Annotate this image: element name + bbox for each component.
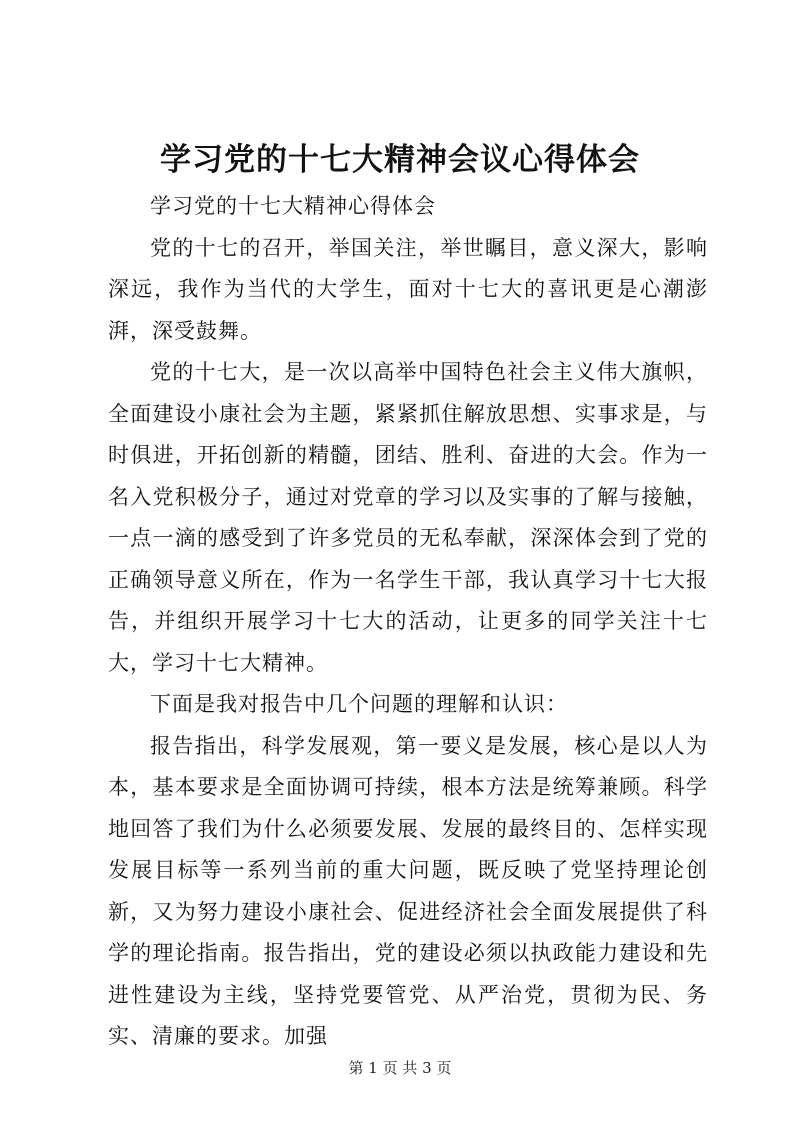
paragraph: 报告指出，科学发展观，第一要义是发展，核心是以人为本，基本要求是全面协调可持续，根本方法是统筹兼顾。科学地回答了我们为什么必须要发展、发展的最终目的、怎样实现发展目标等一系列当前的重大问题，既反映了党坚持理论创新，又为努力建设小康社会、促进经济社会全面发展提供了科学的理论指南。报告指出，党的建设必须以执政能力建设和先进性建设为主线，坚持党要管党、从严治党，贯彻为民、务实、清廉的要求。加强 [108, 733, 708, 1048]
page-number-footer: 第 1 页 共 3 页 [348, 1059, 452, 1077]
paragraph: 党的十七的召开，举国关注，举世瞩目，意义深大，影响深远，我作为当代的大学生，面对十七大的喜讯更是心潮澎湃，深受鼓舞。 [108, 235, 708, 343]
paragraph-subtitle: 学习党的十七大精神心得体会 [150, 194, 436, 218]
paragraph: 党的十七大，是一次以高举中国特色社会主义伟大旗帜，全面建设小康社会为主题，紧紧抓住解放思想、实事求是，与时俱进，开拓创新的精髓，团结、胜利、奋进的大会。作为一名入党积极分子，通过对党章的学习以及实事的了解与接触，一点一滴的感受到了许多党员的无私奉献，深深体会到了党的正确领导意义所在，作为一名学生干部，我认真学习十七大报告，并组织开展学习十七大的活动，让更多的同学关注十七大，学习十七大精神。 [108, 360, 708, 675]
document-title: 学习党的十七大精神会议心得体会 [160, 142, 640, 178]
paragraph: 下面是我对报告中几个问题的理解和认识： [150, 692, 568, 716]
document-body [108, 186, 708, 1058]
